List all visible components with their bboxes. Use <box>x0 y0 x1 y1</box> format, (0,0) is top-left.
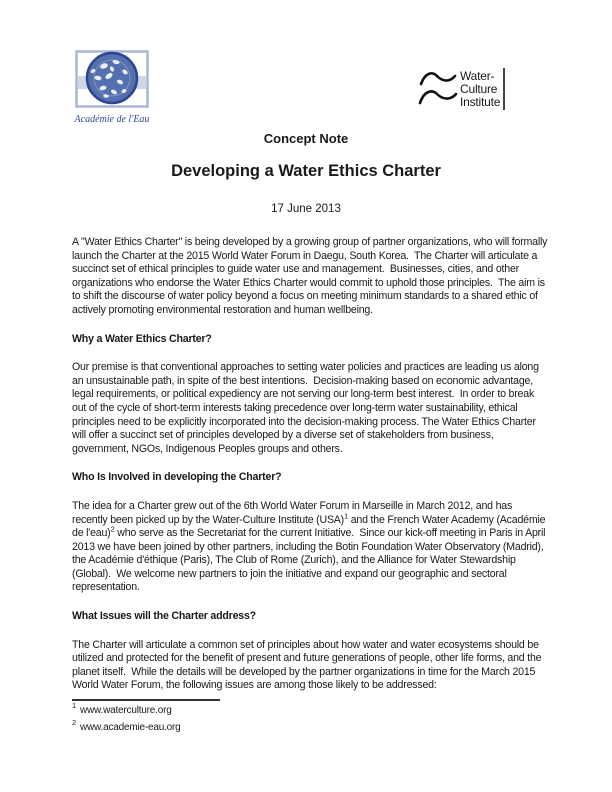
footnote-2 <box>72 718 550 733</box>
academie-logo-caption: Académie de l'Eau <box>74 114 150 125</box>
academie-emblem-icon <box>75 50 149 108</box>
academie-de-leau-logo <box>72 50 152 125</box>
footnote-separator <box>72 699 220 701</box>
page-title: Developing a Water Ethics Charter <box>171 162 441 180</box>
paragraph-who-text-2: and the French Water Academy (Académie de l'eau) <box>72 513 549 540</box>
heading-who-involved: Who Is Involved in developing the Charter? <box>72 471 282 484</box>
doc-date: 17 June 2013 <box>271 203 341 215</box>
paragraph-premise: Our premise is that conventional approaches to setting water policies and practices are leading us along an unsustainable path, in spite of the best intentions. Decision-making based on economic advantage, legal requirements, or political expediency are not serving our long-term best interest. In order to break out of the cycle of short-term interests taking precedence over long-term water sustainability, ethical principles need to be explicitly incorporated into the decision-making process. The Water Ethics Charter will offer a succinct set of principles developed by a diverse set of stakeholders from business, government, NGOs, Indigenous Peoples groups and others. <box>72 361 542 455</box>
wci-line-culture: Culture <box>460 81 498 96</box>
wci-line-institute: Institute <box>460 94 501 109</box>
paragraph-intro: A "Water Ethics Charter" is being developed by a growing group of partner organizations, who will formally launch the Charter at the 2015 World Water Forum in Daegu, South Korea. The Charter will articulate a succinct set of ethical principles to guide water use and management. Businesses, cities, and other organizations who endorse the Water Ethics Charter would commit to uphold those principles. The aim is to shift the discourse of water policy beyond a focus on meeting minimum standards to a shared ethic of actively promoting environmental restoration and human wellbeing. <box>72 236 551 316</box>
footnote-2-marker: 2 <box>72 718 76 728</box>
footnote-1 <box>72 701 550 716</box>
footnote-1-url: www.waterculture.org <box>79 704 172 716</box>
paragraph-who-text-1: The idea for a Charter grew out of the 6th World Water Forum in Marseille in March 2012, and has recently been picked up by the Water-Culture Institute (USA) <box>72 499 515 526</box>
footnote-2-url: www.academie-eau.org <box>79 721 181 733</box>
paragraph-issues: The Charter will articulate a common set of principles about how water and water ecosystems should be utilized and protected for the benefit of present and future generations of people, other life forms, and the planet itself. While the details will be developed by the partner organizations in time for the March 2015 World Water Forum, the following issues are among those likely to be addressed: <box>72 638 545 692</box>
heading-why-charter: Why a Water Ethics Charter? <box>72 332 212 345</box>
footnote-1-marker: 1 <box>72 701 76 711</box>
doc-kicker: Concept Note <box>263 131 349 146</box>
paragraph-who-text-3: who serve as the Secretariat for the current Initiative. Since our kick-off meeting in Paris in April 2013 we have been joined by other partners, including the Botin Foundation Water Observatory (Madrid), the Académie d'éthique (Paris), The Club of Rome (Zurich), and the Alliance for Water Stewardship (Global). We welcome new partners to join the initiative and expand our geographic and sectoral representation. <box>72 527 549 594</box>
footnotes-section <box>72 699 550 739</box>
water-culture-institute-logo <box>418 68 505 110</box>
wci-divider <box>503 68 505 110</box>
wci-line-water: Water- <box>460 68 495 83</box>
water-waves-icon <box>418 68 458 110</box>
footnote-ref-1: 1 <box>344 510 348 520</box>
heading-what-issues: What Issues will the Charter address? <box>72 610 256 623</box>
wci-wordmark <box>460 70 500 109</box>
footnote-ref-2: 2 <box>110 524 115 534</box>
paragraph-who-involved <box>72 500 550 595</box>
